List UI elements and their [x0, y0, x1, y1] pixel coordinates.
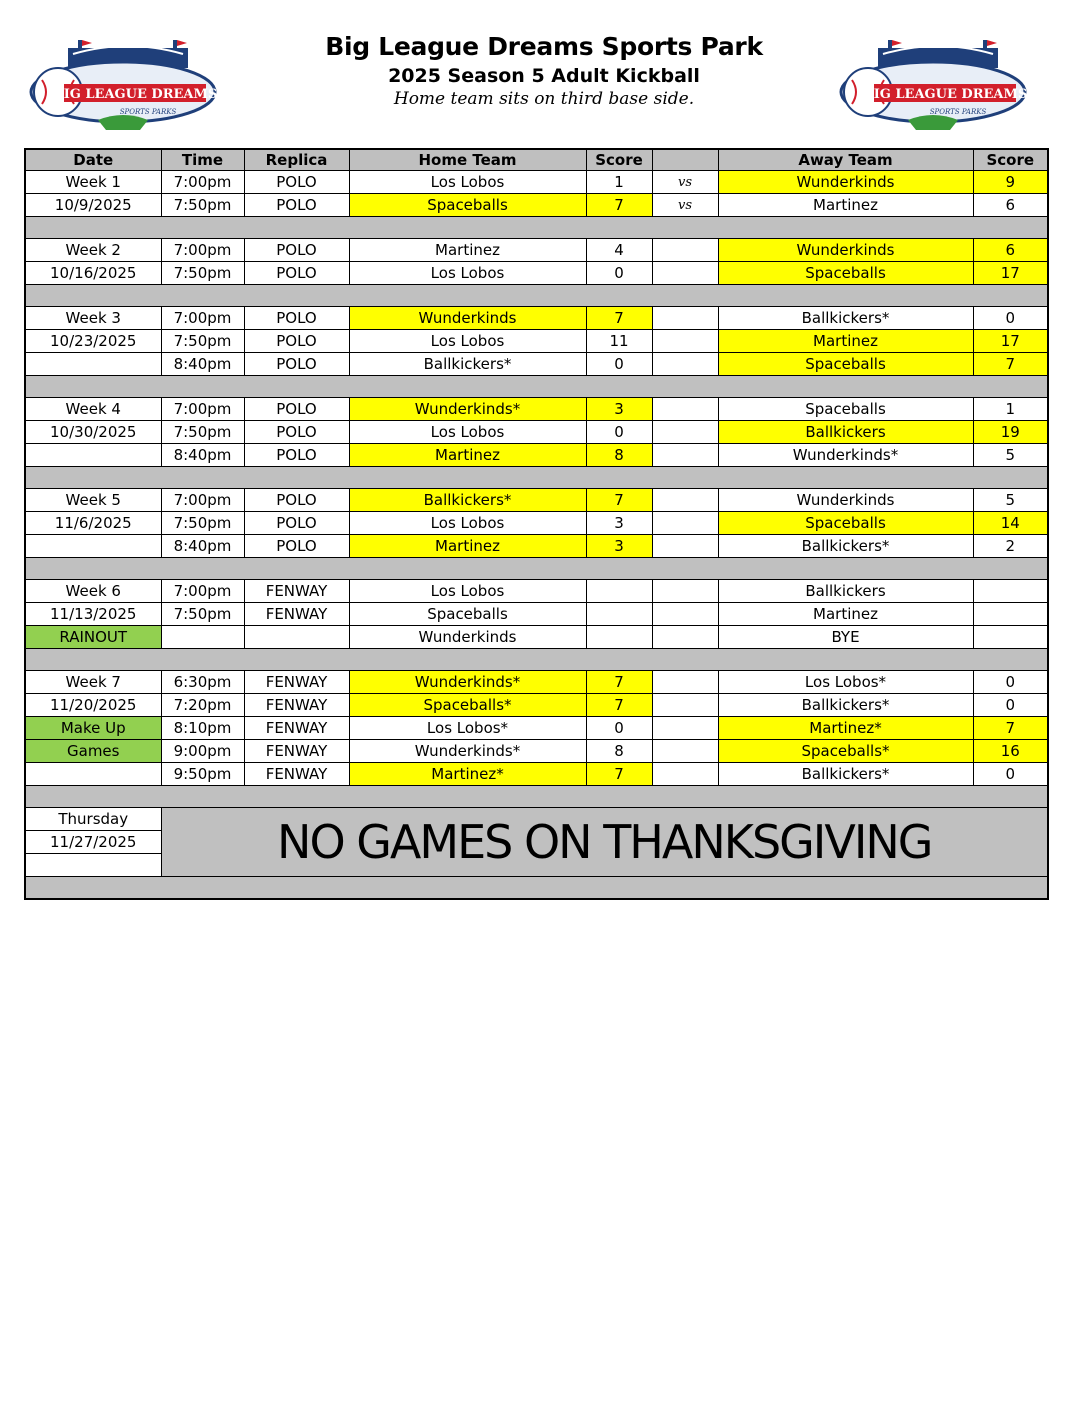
time-cell: 7:00pm	[161, 307, 244, 330]
away-team-cell: Martinez	[718, 603, 973, 626]
time-cell: 7:50pm	[161, 512, 244, 535]
away-score-cell: 19	[973, 421, 1048, 444]
away-team-cell: Ballkickers*	[718, 694, 973, 717]
time-cell: 8:40pm	[161, 535, 244, 558]
separator-cell	[25, 285, 1048, 307]
away-team-cell: Wunderkinds	[718, 489, 973, 512]
away-team-cell: Ballkickers*	[718, 535, 973, 558]
vs-cell	[652, 307, 718, 330]
header-row	[25, 149, 1048, 171]
date-cell: 11/20/2025	[25, 694, 161, 717]
away-score-cell: 17	[973, 330, 1048, 353]
svg-text:BIG LEAGUE DREAMS: BIG LEAGUE DREAMS	[862, 87, 1028, 102]
away-score-cell: 16	[973, 740, 1048, 763]
home-score-cell: 3	[586, 512, 652, 535]
date-cell: 10/23/2025	[25, 330, 161, 353]
col-header-vs	[652, 149, 718, 171]
away-score-cell: 0	[973, 694, 1048, 717]
home-team-cell: Martinez*	[349, 763, 586, 786]
home-team-cell: Wunderkinds*	[349, 398, 586, 421]
game-row	[25, 512, 1048, 535]
vs-cell	[652, 740, 718, 763]
home-team-cell: Martinez	[349, 535, 586, 558]
date-cell: 11/13/2025	[25, 603, 161, 626]
vs-cell	[652, 603, 718, 626]
svg-text:BIG LEAGUE DREAMS: BIG LEAGUE DREAMS	[52, 87, 218, 102]
away-score-cell: 7	[973, 353, 1048, 376]
away-score-cell: 0	[973, 763, 1048, 786]
game-row	[25, 330, 1048, 353]
home-team-cell: Ballkickers*	[349, 353, 586, 376]
home-score-cell: 7	[586, 694, 652, 717]
away-score-cell: 7	[973, 717, 1048, 740]
separator-row	[25, 649, 1048, 671]
date-cell: Week 4	[25, 398, 161, 421]
home-team-cell: Los Lobos	[349, 262, 586, 285]
time-cell: 7:20pm	[161, 694, 244, 717]
home-team-cell: Los Lobos	[349, 580, 586, 603]
date-cell: 10/9/2025	[25, 194, 161, 217]
replica-field-cell: POLO	[244, 353, 349, 376]
time-cell: 7:00pm	[161, 239, 244, 262]
col-header-home-score: Score	[586, 149, 652, 171]
home-team-cell: Los Lobos	[349, 330, 586, 353]
vs-cell	[652, 489, 718, 512]
vs-cell	[652, 763, 718, 786]
vs-cell	[652, 444, 718, 467]
away-score-cell	[973, 580, 1048, 603]
col-header-date: Date	[25, 149, 161, 171]
game-row	[25, 717, 1048, 740]
time-cell: 7:50pm	[161, 330, 244, 353]
vs-cell: vs	[652, 194, 718, 217]
game-row	[25, 171, 1048, 194]
game-row	[25, 763, 1048, 786]
separator-row	[25, 376, 1048, 398]
home-team-cell: Los Lobos	[349, 512, 586, 535]
away-team-cell: Spaceballs*	[718, 740, 973, 763]
replica-field-cell: POLO	[244, 194, 349, 217]
date-cell: Games	[25, 740, 161, 763]
home-team-cell: Los Lobos	[349, 171, 586, 194]
away-team-cell: Los Lobos*	[718, 671, 973, 694]
replica-field-cell: POLO	[244, 535, 349, 558]
away-score-cell	[973, 626, 1048, 649]
page-subtitle: 2025 Season 5 Adult Kickball	[388, 65, 700, 87]
home-team-cell: Spaceballs*	[349, 694, 586, 717]
vs-cell	[652, 626, 718, 649]
home-team-cell: Spaceballs	[349, 194, 586, 217]
separator-cell	[25, 558, 1048, 580]
separator-cell	[25, 649, 1048, 671]
separator-row	[25, 877, 1048, 900]
separator-cell	[25, 467, 1048, 489]
vs-cell	[652, 398, 718, 421]
game-row	[25, 740, 1048, 763]
home-team-cell: Spaceballs	[349, 603, 586, 626]
col-header-away-score: Score	[973, 149, 1048, 171]
home-team-cell: Los Lobos	[349, 421, 586, 444]
away-team-cell: Martinez*	[718, 717, 973, 740]
away-team-cell: Ballkickers*	[718, 307, 973, 330]
replica-field-cell: POLO	[244, 330, 349, 353]
time-cell: 7:00pm	[161, 489, 244, 512]
game-row	[25, 626, 1048, 649]
home-score-cell: 7	[586, 763, 652, 786]
replica-field-cell: POLO	[244, 239, 349, 262]
vs-cell	[652, 512, 718, 535]
away-score-cell: 6	[973, 194, 1048, 217]
separator-cell	[25, 877, 1048, 900]
home-team-cell: Wunderkinds*	[349, 740, 586, 763]
home-team-cell: Wunderkinds	[349, 626, 586, 649]
vs-cell	[652, 239, 718, 262]
separator-row	[25, 558, 1048, 580]
replica-field-cell: FENWAY	[244, 740, 349, 763]
game-row	[25, 671, 1048, 694]
col-header-time: Time	[161, 149, 244, 171]
home-score-cell: 1	[586, 171, 652, 194]
date-cell	[25, 444, 161, 467]
replica-field-cell: POLO	[244, 421, 349, 444]
replica-field-cell: FENWAY	[244, 671, 349, 694]
away-team-cell: Spaceballs	[718, 262, 973, 285]
time-cell: 8:10pm	[161, 717, 244, 740]
game-row	[25, 489, 1048, 512]
game-row	[25, 353, 1048, 376]
home-score-cell: 0	[586, 262, 652, 285]
away-team-cell: Ballkickers	[718, 580, 973, 603]
thanksgiving-day-cell: Thursday	[25, 808, 161, 831]
replica-field-cell: POLO	[244, 262, 349, 285]
date-cell: Week 5	[25, 489, 161, 512]
empty-date-cell	[25, 854, 161, 877]
time-cell: 8:40pm	[161, 444, 244, 467]
separator-row	[25, 467, 1048, 489]
away-score-cell: 6	[973, 239, 1048, 262]
away-team-cell: Spaceballs	[718, 398, 973, 421]
vs-cell	[652, 262, 718, 285]
date-cell	[25, 763, 161, 786]
game-row	[25, 194, 1048, 217]
away-team-cell: Wunderkinds	[718, 171, 973, 194]
vs-cell	[652, 580, 718, 603]
replica-field-cell: FENWAY	[244, 603, 349, 626]
separator-row	[25, 786, 1048, 808]
vs-cell: vs	[652, 171, 718, 194]
home-score-cell: 3	[586, 535, 652, 558]
away-team-cell: Ballkickers	[718, 421, 973, 444]
away-score-cell: 14	[973, 512, 1048, 535]
time-cell: 7:50pm	[161, 194, 244, 217]
replica-field-cell: POLO	[244, 489, 349, 512]
date-cell: RAINOUT	[25, 626, 161, 649]
game-row	[25, 694, 1048, 717]
away-team-cell: Spaceballs	[718, 353, 973, 376]
schedule-table	[24, 148, 1049, 900]
svg-text:SPORTS PARKS: SPORTS PARKS	[929, 108, 987, 116]
no-games-message: NO GAMES ON THANKSGIVING	[161, 808, 1048, 877]
away-team-cell: Wunderkinds	[718, 239, 973, 262]
away-team-cell: Martinez	[718, 194, 973, 217]
game-row	[25, 239, 1048, 262]
replica-field-cell: POLO	[244, 444, 349, 467]
vs-cell	[652, 421, 718, 444]
game-row	[25, 262, 1048, 285]
home-score-cell: 8	[586, 444, 652, 467]
date-cell: Week 7	[25, 671, 161, 694]
date-cell: 11/6/2025	[25, 512, 161, 535]
game-row	[25, 535, 1048, 558]
vs-cell	[652, 535, 718, 558]
away-score-cell: 9	[973, 171, 1048, 194]
col-header-replica: Replica	[244, 149, 349, 171]
home-team-note: Home team sits on third base side.	[393, 89, 695, 109]
away-score-cell: 5	[973, 489, 1048, 512]
separator-row	[25, 217, 1048, 239]
home-score-cell: 7	[586, 489, 652, 512]
date-cell: Make Up	[25, 717, 161, 740]
separator-cell	[25, 786, 1048, 808]
game-row	[25, 421, 1048, 444]
vs-cell	[652, 671, 718, 694]
col-header-away-team: Away Team	[718, 149, 973, 171]
time-cell: 6:30pm	[161, 671, 244, 694]
away-team-cell: Martinez	[718, 330, 973, 353]
date-cell	[25, 535, 161, 558]
away-score-cell	[973, 603, 1048, 626]
time-cell: 9:50pm	[161, 763, 244, 786]
replica-field-cell: FENWAY	[244, 580, 349, 603]
replica-field-cell: FENWAY	[244, 763, 349, 786]
away-score-cell: 17	[973, 262, 1048, 285]
home-score-cell	[586, 626, 652, 649]
home-team-cell: Martinez	[349, 239, 586, 262]
date-cell: Week 6	[25, 580, 161, 603]
big-league-dreams-logo-left	[28, 40, 218, 132]
replica-field-cell: POLO	[244, 398, 349, 421]
separator-cell	[25, 217, 1048, 239]
away-team-cell: Ballkickers*	[718, 763, 973, 786]
home-team-cell: Martinez	[349, 444, 586, 467]
home-score-cell	[586, 603, 652, 626]
away-score-cell: 5	[973, 444, 1048, 467]
thanksgiving-row	[25, 808, 1048, 831]
vs-cell	[652, 353, 718, 376]
separator-row	[25, 285, 1048, 307]
home-score-cell: 7	[586, 671, 652, 694]
away-team-cell: BYE	[718, 626, 973, 649]
away-score-cell: 1	[973, 398, 1048, 421]
game-row	[25, 580, 1048, 603]
home-score-cell: 0	[586, 353, 652, 376]
away-team-cell: Spaceballs	[718, 512, 973, 535]
away-team-cell: Wunderkinds*	[718, 444, 973, 467]
home-team-cell: Wunderkinds*	[349, 671, 586, 694]
time-cell: 7:00pm	[161, 580, 244, 603]
time-cell: 9:00pm	[161, 740, 244, 763]
home-score-cell: 4	[586, 239, 652, 262]
home-score-cell	[586, 580, 652, 603]
vs-cell	[652, 694, 718, 717]
home-score-cell: 0	[586, 421, 652, 444]
vs-cell	[652, 330, 718, 353]
date-cell: 10/30/2025	[25, 421, 161, 444]
replica-field-cell	[244, 626, 349, 649]
vs-cell	[652, 717, 718, 740]
time-cell	[161, 626, 244, 649]
game-row	[25, 444, 1048, 467]
time-cell: 7:50pm	[161, 262, 244, 285]
game-row	[25, 603, 1048, 626]
home-score-cell: 8	[586, 740, 652, 763]
thanksgiving-date-cell: 11/27/2025	[25, 831, 161, 854]
time-cell: 7:50pm	[161, 421, 244, 444]
home-score-cell: 0	[586, 717, 652, 740]
page-title: Big League Dreams Sports Park	[325, 32, 763, 61]
time-cell: 7:00pm	[161, 398, 244, 421]
game-row	[25, 307, 1048, 330]
time-cell: 7:00pm	[161, 171, 244, 194]
replica-field-cell: FENWAY	[244, 694, 349, 717]
home-score-cell: 11	[586, 330, 652, 353]
replica-field-cell: POLO	[244, 171, 349, 194]
time-cell: 7:50pm	[161, 603, 244, 626]
away-score-cell: 2	[973, 535, 1048, 558]
replica-field-cell: POLO	[244, 512, 349, 535]
date-cell: Week 3	[25, 307, 161, 330]
date-cell: Week 1	[25, 171, 161, 194]
date-cell: Week 2	[25, 239, 161, 262]
replica-field-cell: FENWAY	[244, 717, 349, 740]
away-score-cell: 0	[973, 307, 1048, 330]
time-cell: 8:40pm	[161, 353, 244, 376]
date-cell	[25, 353, 161, 376]
date-cell: 10/16/2025	[25, 262, 161, 285]
home-team-cell: Los Lobos*	[349, 717, 586, 740]
col-header-home-team: Home Team	[349, 149, 586, 171]
schedule-body	[25, 171, 1048, 900]
separator-cell	[25, 376, 1048, 398]
home-score-cell: 7	[586, 307, 652, 330]
home-team-cell: Wunderkinds	[349, 307, 586, 330]
svg-text:SPORTS PARKS: SPORTS PARKS	[119, 108, 177, 116]
home-score-cell: 7	[586, 194, 652, 217]
home-score-cell: 3	[586, 398, 652, 421]
replica-field-cell: POLO	[244, 307, 349, 330]
big-league-dreams-logo-right	[838, 40, 1028, 132]
game-row	[25, 398, 1048, 421]
away-score-cell: 0	[973, 671, 1048, 694]
home-team-cell: Ballkickers*	[349, 489, 586, 512]
